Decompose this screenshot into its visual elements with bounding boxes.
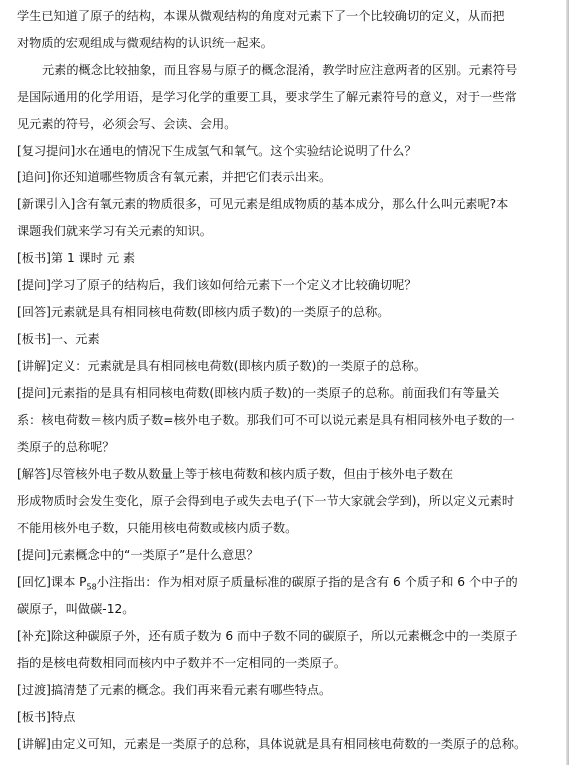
text-line: [板书]第 1 课时 元 素 [17, 251, 136, 265]
text-line: [解答]尽管核外电子数从数量上等于核电荷数和核内质子数，但由于核外电子数在 [17, 467, 454, 481]
text-line: 是国际通用的化学用语，是学习化学的重要工具，要求学生了解元素符号的意义，对于一些常 [17, 90, 517, 104]
text-line: [讲解]定义：元素就是具有相同核电荷数(即核内质子数)的一类原子的总称。 [17, 359, 427, 373]
text-line: [板书]一、元素 [17, 332, 100, 346]
text-line: [回答]元素就是具有相同核电荷数(即核内质子数)的一类原子的总称。 [17, 305, 390, 319]
page-subscript: 58 [86, 582, 97, 592]
text-line: [板书]特点 [17, 710, 76, 724]
text-line [17, 574, 562, 595]
text-line: 对物质的宏观组成与微观结构的认识统一起来。 [17, 36, 273, 50]
text-line: [复习提问]水在通电的情况下生成氢气和氧气。这个实验结论说明了什么？ [17, 144, 417, 158]
text-line: 系：核电荷数＝核内质子数=核外电子数。那我们可不可以说元素是具有相同核外电子数的一 [17, 413, 515, 427]
text-line: [提问]学习了原子的结构后，我们该如何给元素下一个定义才比较确切呢？ [17, 278, 417, 292]
recall-text: 小注指出：作为相对原子质量标准的碳原子指的是含有 6 个质子和 6 个中子的 [96, 575, 518, 589]
text-line: [提问]元素指的是具有相同核电荷数(即核内质子数)的一类原子的总称。前面我们有等量关 [17, 386, 500, 400]
text-line: 元素的概念比较抽象，而且容易与原子的概念混淆，教学时应注意两者的区别。元素符号 [42, 63, 518, 77]
text-line: [追问]你还知道哪些物质含有氧元素，并把它们表示出来。 [17, 170, 332, 184]
text-line: [新课引入]含有氧元素的物质很多，可见元素是组成物质的基本成分，那么什么叫元素呢?本 [17, 197, 509, 211]
text-line: 类原子的总称呢？ [17, 440, 115, 454]
text-line: 指的是核电荷数相同而核内中子数并不一定相同的一类原子。 [17, 656, 347, 670]
text-line: 课题我们就来学习有关元素的知识。 [17, 224, 212, 238]
text-line: [提问]元素概念中的“一类原子”是什么意思？ [17, 548, 259, 562]
text-line: [补充]除这种碳原子外，还有质子数为 6 而中子数不同的碳原子，所以元素概念中的一类原子 [17, 629, 518, 643]
recall-prefix: [回忆]课本 P [17, 575, 87, 589]
text-line: 见元素的符号，必须会写、会读、会用。 [17, 117, 237, 131]
text-line: 不能用核外电子数，只能用核电荷数或核内质子数。 [17, 521, 298, 535]
text-line: 形成物质时会发生变化，原子会得到电子或失去电子(下一节大家就会学到)，所以定义元素时 [17, 494, 515, 508]
text-line: [过渡]搞清楚了元素的概念。我们再来看元素有哪些特点。 [17, 683, 332, 697]
text-line: 学生已知道了原子的结构，本课从微观结构的角度对元素下了一个比较确切的定义，从而把 [17, 9, 505, 23]
text-line: 碳原子，叫做碳-12。 [17, 602, 135, 616]
text-line: [讲解]由定义可知，元素是一类原子的总称，具体说就是具有相同核电荷数的一类原子的总称。 [17, 737, 527, 751]
page-edge [566, 0, 569, 765]
